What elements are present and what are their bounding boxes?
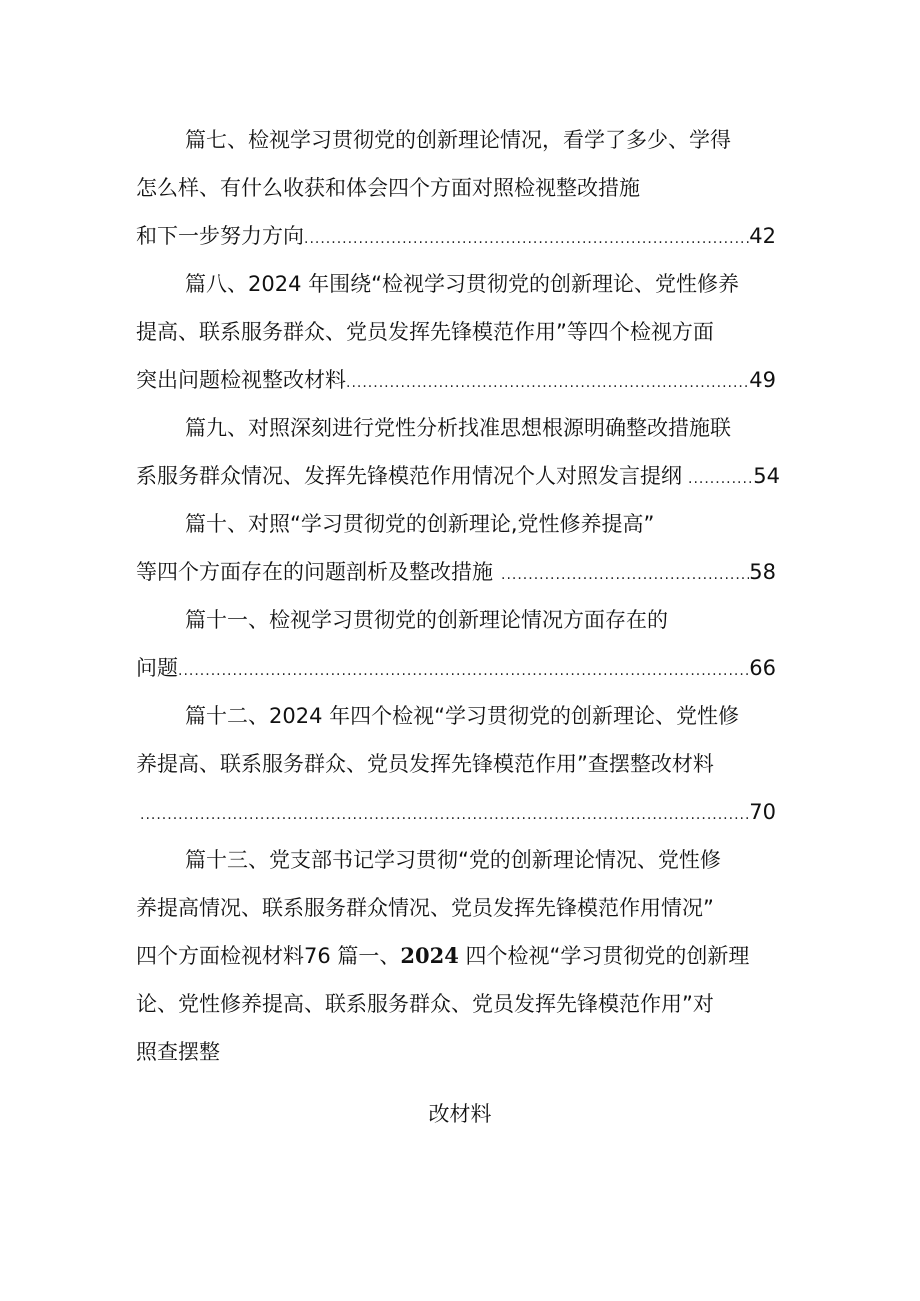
- toc-entry-8-page: 49: [749, 368, 776, 392]
- toc-entry-8-title-tail: 突出问题检视整改材料: [136, 368, 346, 392]
- toc-entry-13-line-3-part-c: 四个检视“学习贯彻党的创新理: [458, 944, 750, 968]
- toc-entry-11-title-tail: 问题: [136, 656, 178, 680]
- toc-entry-13-line-5: 照查摆整: [136, 1040, 220, 1064]
- toc-entry-9-line-2[interactable]: [136, 452, 780, 500]
- toc-entry-7-line-2: 怎么样、有什么收获和体会四个方面对照检视整改措施: [136, 176, 640, 200]
- toc-entry-11-page: 66: [749, 656, 776, 680]
- toc-entry-7-title-tail: 和下一步努力方向: [136, 224, 304, 248]
- toc-entry-12-line-2: 养提高、联系服务群众、党员发挥先锋模范作用”查摆整改材料: [136, 752, 714, 776]
- toc-entry-11-line-1: 篇十一、检视学习贯彻党的创新理论情况方面存在的: [185, 608, 668, 632]
- toc-entry-10-title-tail: 等四个方面存在的问题剖析及整改措施: [136, 560, 493, 584]
- toc-entry-9-page: 54: [753, 464, 780, 488]
- toc-entry-12-line-1: 篇十二、2024 年四个检视“学习贯彻党的创新理论、党性修: [185, 704, 739, 728]
- dot-leader: [346, 359, 749, 407]
- toc-entry-10-line-1: 篇十、对照“学习贯彻党的创新理论,党性修养提高”: [185, 512, 655, 536]
- toc-entry-8-line-2: 提高、联系服务群众、党员发挥先锋模范作用”等四个检视方面: [136, 320, 714, 344]
- toc-entry-13-line-3-year: 2024: [400, 943, 459, 968]
- toc-entry-13-line-3-part-a: 四个方面检视材料76 篇一、: [136, 944, 401, 968]
- dot-leader: [501, 551, 749, 599]
- dot-leader: [178, 647, 749, 695]
- toc-entry-7-line-3[interactable]: [136, 212, 776, 260]
- toc-entry-13-line-1: 篇十三、党支部书记学习贯彻“党的创新理论情况、党性修: [185, 848, 721, 872]
- toc-entry-8-line-1: 篇八、2024 年围绕“检视学习贯彻党的创新理论、党性修养: [185, 272, 739, 296]
- dot-leader: [304, 215, 749, 263]
- toc-entry-8-line-3[interactable]: [136, 356, 776, 404]
- section-title: 改材料: [428, 1102, 492, 1126]
- toc-entry-13-line-3: [136, 932, 749, 980]
- toc-entry-13-line-2: 养提高情况、联系服务群众情况、党员发挥先锋模范作用情况”: [136, 896, 714, 920]
- toc-entry-12-page: 70: [749, 800, 776, 824]
- dot-leader: [140, 791, 749, 839]
- toc-entry-10-line-2[interactable]: [136, 548, 776, 596]
- toc-entry-13-line-4: 论、党性修养提高、联系服务群众、党员发挥先锋模范作用”对: [136, 992, 714, 1016]
- dot-leader: [688, 455, 753, 503]
- toc-entry-12-line-3[interactable]: [136, 788, 776, 836]
- toc-entry-9-title-tail: 系服务群众情况、发挥先锋模范作用情况个人对照发言提纲: [136, 464, 682, 488]
- toc-entry-7-line-1: 篇七、检视学习贯彻党的创新理论情况，看学了多少、学得: [185, 128, 731, 152]
- toc-entry-11-line-2[interactable]: [136, 644, 776, 692]
- toc-entry-9-line-1: 篇九、对照深刻进行党性分析找准思想根源明确整改措施联: [185, 416, 731, 440]
- toc-entry-7-page: 42: [749, 224, 776, 248]
- toc-entry-10-page: 58: [749, 560, 776, 584]
